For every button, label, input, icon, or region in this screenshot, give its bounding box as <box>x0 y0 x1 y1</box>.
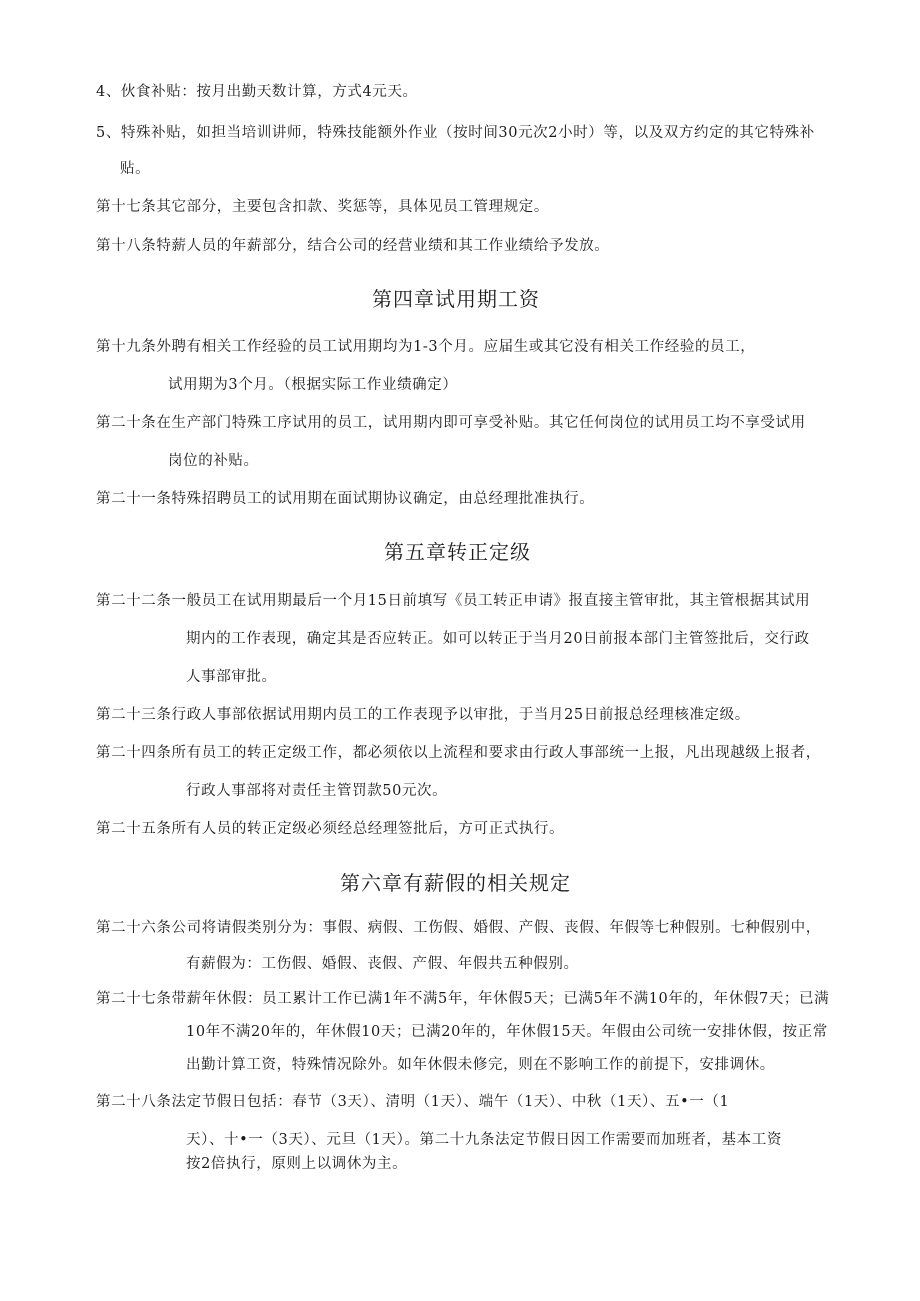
article-28-line2: 天）、十•一（3天）、元旦（1天）。第二十九条法定节假日因工作需要而加班者，基本工资 <box>186 1132 782 1148</box>
article-24-line2: 行政人事部将对责任主管罚款50元次。 <box>186 783 448 799</box>
article-21: 第二十一条特殊招聘员工的试用期在面试期协议确定，由总经理批准执行。 <box>96 491 595 507</box>
article-25: 第二十五条所有人员的转正定级必须经总经理签批后，方可正式执行。 <box>96 821 565 837</box>
article-22-line2: 期内的工作表现，确定其是否应转正。如可以转正于当月20日前报本部门主管签批后，交行政 <box>186 631 810 647</box>
article-26-line1: 第二十六条公司将请假类别分为：事假、病假、工伤假、婚假、产假、丧假、年假等七种假别。七种假别中， <box>96 920 821 936</box>
meal-allowance-item: 4、伙食补贴：按月出勤天数计算，方式4元天。 <box>96 84 418 100</box>
chapter-4-heading: 第四章试用期工资 <box>372 287 540 311</box>
article-27-line1: 第二十七条带薪年休假：员工累计工作已满1年不满5年，年休假5天；已满5年不满10年的，年休假7天；已满 <box>96 991 830 1007</box>
article-28-line3: 按2倍执行，原则上以调休为主。 <box>186 1156 408 1172</box>
article-26-line2: 有薪假为：工伤假、婚假、丧假、产假、年假共五种假别。 <box>186 956 579 972</box>
article-19-line2: 试用期为3个月。（根据实际工作业绩确定） <box>168 377 458 393</box>
article-18: 第十八条特薪人员的年薪部分，结合公司的经营业绩和其工作业绩给予发放。 <box>96 238 610 254</box>
special-allowance-item-line1: 5、特殊补贴，如担当培训讲师，特殊技能额外作业（按时间30元次2小时）等，以及双方约定的其它特殊补 <box>96 125 815 141</box>
article-22-line1: 第二十二条一般员工在试用期最后一个月15日前填写《员工转正申请》报直接主管审批，其主管根据其试用 <box>96 593 811 609</box>
article-27-line3: 出勤计算工资，特殊情况除外。如年休假未修完，则在不影响工作的前提下，安排调休。 <box>186 1057 775 1073</box>
article-20-line2: 岗位的补贴。 <box>168 453 259 469</box>
chapter-6-heading: 第六章有薪假的相关规定 <box>340 871 571 895</box>
article-19-line1: 第十九条外聘有相关工作经验的员工试用期均为1-3个月。应届生或其它没有相关工作经验的员工， <box>96 339 756 355</box>
article-28-line1: 第二十八条法定节假日包括：春节（3天）、清明（1天）、端午（1天）、中秋（1天）、五•一（1 <box>96 1094 730 1110</box>
article-20-line1: 第二十条在生产部门特殊工序试用的员工，试用期内即可享受补贴。其它任何岗位的试用员工均不享受试用 <box>96 415 806 431</box>
article-17: 第十七条其它部分，主要包含扣款、奖惩等，具体见员工管理规定。 <box>96 199 549 215</box>
special-allowance-item-line2: 贴。 <box>120 161 151 177</box>
article-24-line1: 第二十四条所有员工的转正定级工作，都必须依以上流程和要求由行政人事部统一上报，凡出现越级上报者， <box>96 745 821 761</box>
chapter-5-heading: 第五章转正定级 <box>384 540 531 564</box>
article-27-line2: 10年不满20年的，年休假10天；已满20年的，年休假15天。年假由公司统一安排休假，按正常 <box>186 1024 828 1040</box>
article-22-line3: 人事部审批。 <box>186 669 277 685</box>
article-23: 第二十三条行政人事部依据试用期内员工的工作表现予以审批，于当月25日前报总经理核准定级。 <box>96 707 750 723</box>
